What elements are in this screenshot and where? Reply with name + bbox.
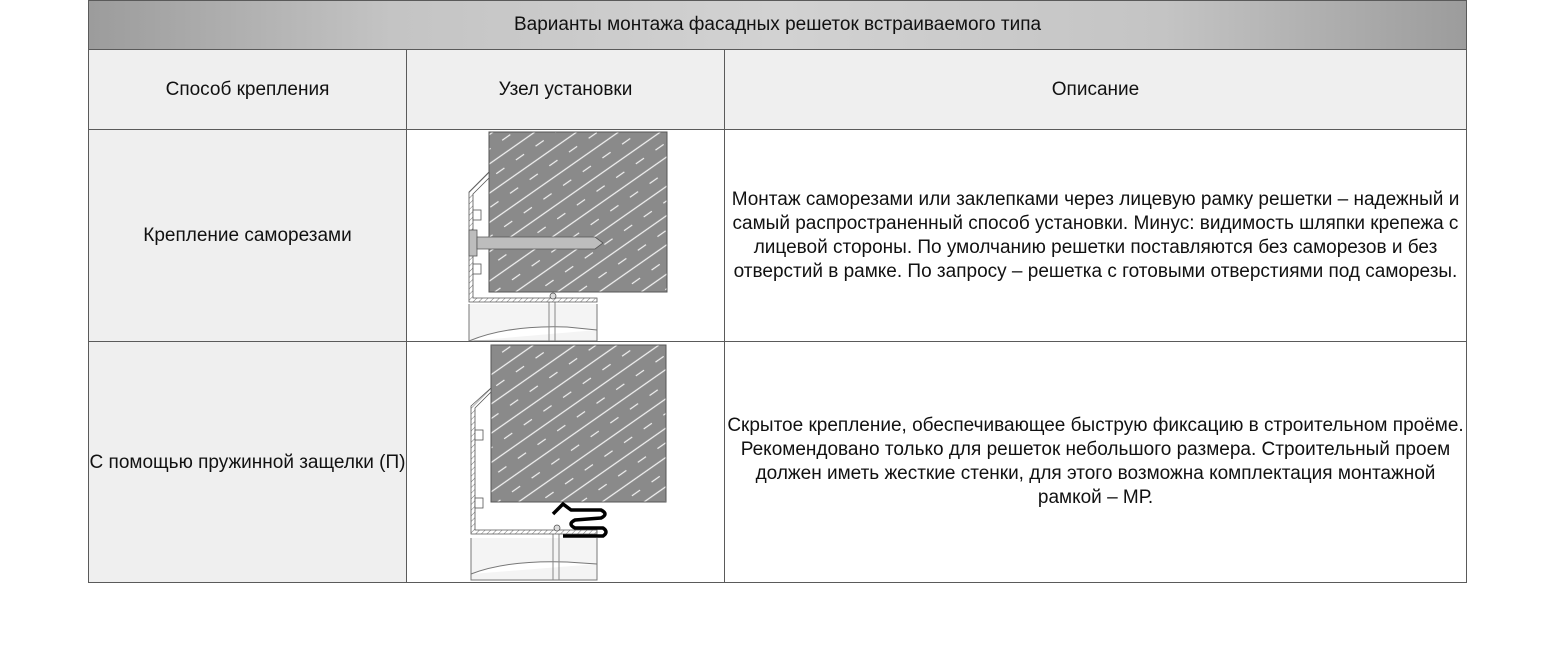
table-row bbox=[89, 130, 1467, 342]
table-row bbox=[89, 342, 1467, 583]
method-cell: Крепление саморезами bbox=[89, 130, 407, 342]
description-cell: Монтаж саморезами или заклепками через лицевую рамку решетки – надежный и самый распространенный способ установки. Минус: видимость шляпки крепежа с лицевой стороны. По умолчанию решетки поставляются без саморезов и без отверстий в рамке. По запросу – решетка с готовыми отверстиями под саморезы. bbox=[725, 130, 1467, 342]
column-header-method: Способ крепления bbox=[89, 50, 407, 130]
description-cell: Скрытое крепление, обеспечивающее быструю фиксацию в строительном проёме. Рекомендовано только для решеток небольшого размера. Строительный проем должен иметь жесткие стенки, для этого возможна комплектация монтажной рамкой – МР. bbox=[725, 342, 1467, 583]
method-cell: С помощью пружинной защелки (П) bbox=[89, 342, 407, 583]
spring-latch-diagram-icon bbox=[407, 342, 725, 582]
mounting-table bbox=[88, 0, 1467, 583]
column-header-node: Узел установки bbox=[407, 50, 725, 130]
table-title: Варианты монтажа фасадных решеток встраиваемого типа bbox=[89, 1, 1467, 50]
screw-mount-diagram-icon bbox=[407, 130, 725, 341]
column-header-description: Описание bbox=[725, 50, 1467, 130]
